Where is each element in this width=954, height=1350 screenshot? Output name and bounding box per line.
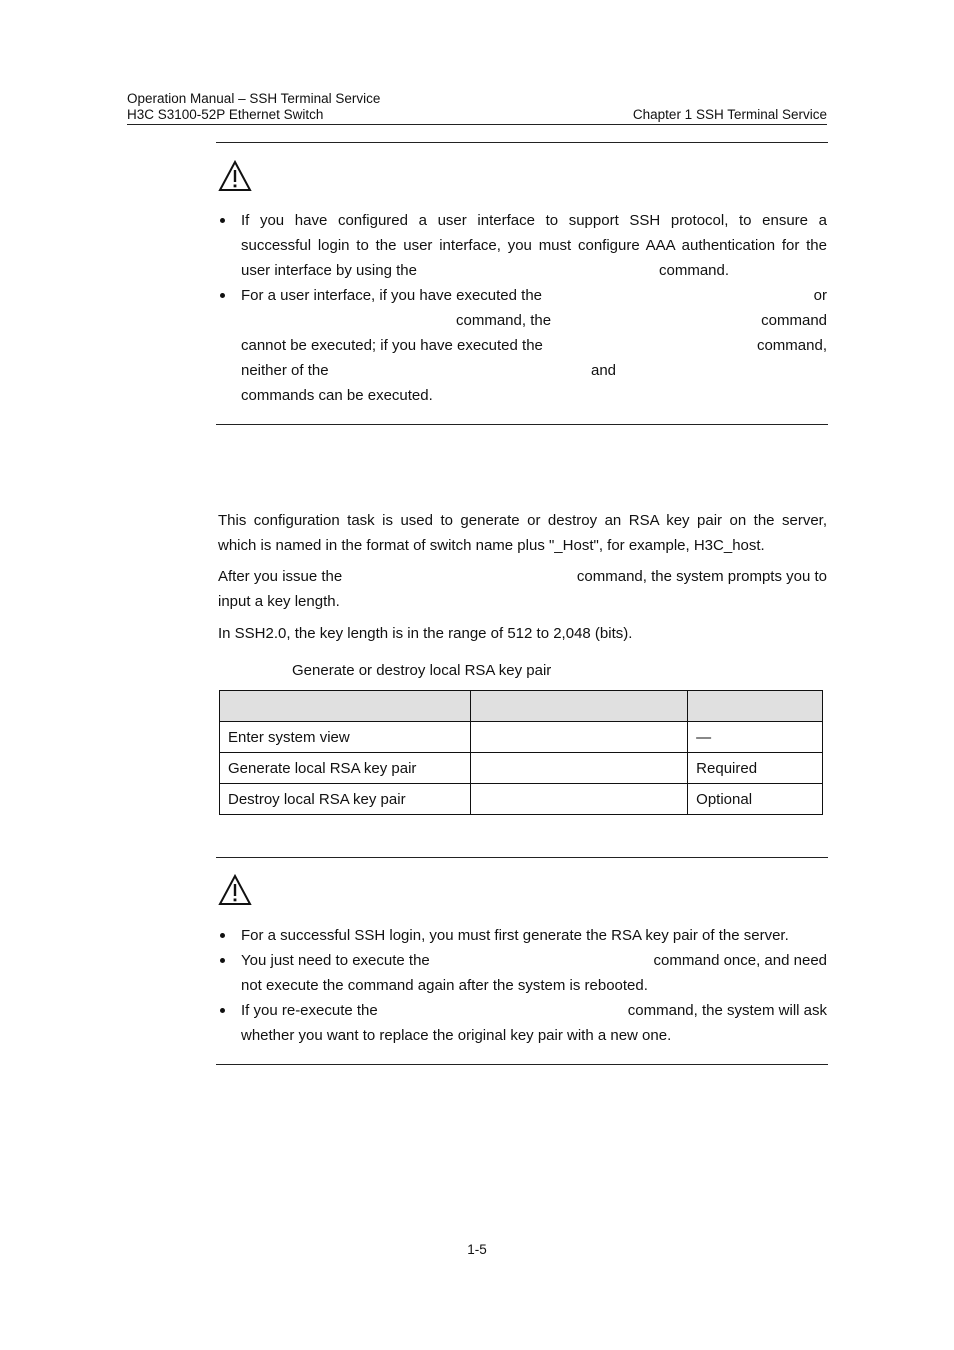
section-paragraph-3: In SSH2.0, the key length is in the range of 512 to 2,048 (bits). (218, 625, 633, 642)
table-row (220, 784, 823, 815)
header-manual-title: Operation Manual – SSH Terminal Service (127, 91, 381, 106)
table-row (220, 753, 823, 784)
caution1-bullet2: For a user interface, if you have executed the or command, the command cannot be executed; if you have executed the command, neither of the and commands can be executed. (241, 287, 827, 404)
table-cell (470, 784, 687, 815)
table-header-cell (470, 691, 687, 722)
page-number: 1-5 (467, 1242, 487, 1257)
bullet-dot (220, 218, 225, 223)
table-cell: Destroy local RSA key pair (220, 784, 471, 815)
caution2-bullet1: For a successful SSH login, you must first generate the RSA key pair of the server. (241, 927, 789, 944)
header-chapter-title: Chapter 1 SSH Terminal Service (632, 107, 827, 122)
table-header-row (220, 691, 823, 722)
caution1-top-rule (216, 142, 828, 143)
header-rule (127, 124, 827, 125)
section-paragraph-1: This configuration task is used to generate or destroy an RSA key pair on the server, which is named in the format of switch name plus "_Host", for example, H3C_host. (218, 512, 827, 554)
table-header-cell (220, 691, 471, 722)
caution2-top-rule (216, 857, 828, 858)
caution2-bottom-rule (216, 1064, 828, 1065)
table-cell: Generate local RSA key pair (220, 753, 471, 784)
warning-triangle-icon (218, 874, 252, 906)
table-cell (470, 722, 687, 753)
bullet-dot (220, 293, 225, 298)
table-cell: Optional (688, 784, 823, 815)
table-cell: — (688, 722, 823, 753)
caution1-bullet1: If you have configured a user interface to support SSH protocol, to ensure a successful login to the user interface, you must configure AAA authentication for the user interface by using the command. (241, 212, 827, 279)
caution1-bottom-rule (216, 424, 828, 425)
table-row (220, 722, 823, 753)
rsa-config-table (219, 690, 823, 815)
bullet-dot (220, 958, 225, 963)
caution2-bullet3: If you re-execute the command, the system will ask whether you want to replace the original key pair with a new one. (241, 1002, 827, 1044)
bullet-dot (220, 933, 225, 938)
table-cell: Required (688, 753, 823, 784)
header-product-name: H3C S3100-52P Ethernet Switch (127, 107, 324, 122)
table-header-cell (688, 691, 823, 722)
caution2-bullet2: You just need to execute the command once, and need not execute the command again after the system is rebooted. (241, 952, 827, 994)
section-paragraph-2: After you issue the command, the system prompts you to input a key length. (218, 568, 827, 610)
table-cell: Enter system view (220, 722, 471, 753)
bullet-dot (220, 1008, 225, 1013)
table-cell (470, 753, 687, 784)
warning-triangle-icon (218, 160, 252, 192)
table-caption: Generate or destroy local RSA key pair (292, 662, 552, 679)
